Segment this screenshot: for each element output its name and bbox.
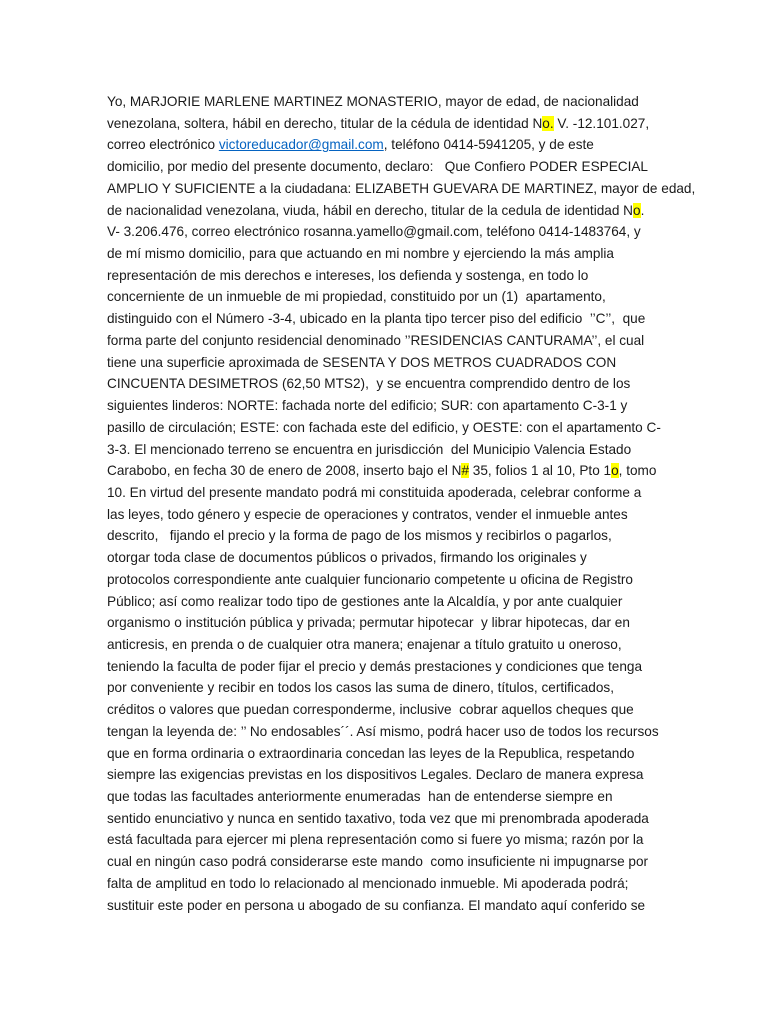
text-run: V. -12.101.027, xyxy=(553,115,650,131)
text-run: venezolana, soltera, hábil en derecho, titular de la cédula de identidad N xyxy=(107,115,543,131)
text-line xyxy=(107,851,667,873)
text-line xyxy=(107,656,667,678)
text-run: sentido enunciativo y nunca en sentido taxativo, toda vez que mi prenombrada apoderada xyxy=(107,810,649,826)
text-run: correo electrónico xyxy=(107,137,219,153)
text-line xyxy=(107,91,667,113)
text-line xyxy=(107,265,667,287)
text-run: CINCUENTA DESIMETROS (62,50 MTS2), y se encuentra comprendido dentro de los xyxy=(107,376,631,392)
text-line xyxy=(107,525,667,547)
text-line xyxy=(107,829,667,851)
text-run: protocolos correspondiente ante cualquier funcionario competente u oficina de Registro xyxy=(107,571,633,587)
text-run: teniendo la faculta de poder fijar el precio y demás prestaciones y condiciones que tenga xyxy=(107,658,643,674)
text-line xyxy=(107,612,667,634)
text-run: AMPLIO Y SUFICIENTE a la ciudadana: ELIZABETH GUEVARA DE MARTINEZ, mayor de edad, xyxy=(107,180,696,196)
text-run: está facultada para ejercer mi plena representación como si fuere yo misma; razón por la xyxy=(107,832,644,848)
text-run: organismo o institución pública y privada; permutar hipotecar y librar hipotecas, dar en xyxy=(107,615,630,631)
text-line xyxy=(107,721,667,743)
highlighted-text: o xyxy=(611,463,619,479)
text-run: 10. En virtud del presente mandato podrá mi constituida apoderada, celebrar conforme a xyxy=(107,484,642,500)
text-run: que en forma ordinaria o extraordinaria concedan las leyes de la Republica, respetando xyxy=(107,745,635,761)
text-run: Carabobo, en fecha 30 de enero de 2008, inserto bajo el N xyxy=(107,463,462,479)
text-line xyxy=(107,286,667,308)
text-line xyxy=(107,134,667,156)
highlighted-text: o xyxy=(633,202,641,218)
text-run: cual en ningún caso podrá considerarse este mando como insuficiente ni impugnarse por xyxy=(107,854,649,870)
text-run: , tomo xyxy=(618,463,657,479)
text-run: otorgar toda clase de documentos públicos o privados, firmando los originales y xyxy=(107,550,587,566)
document-body xyxy=(107,91,696,916)
text-line xyxy=(107,395,667,417)
text-run: siempre las exigencias previstas en los dispositivos Legales. Declaro de manera expresa xyxy=(107,767,644,783)
text-line xyxy=(107,699,667,721)
text-run: 35, folios 1 al 10, Pto 1 xyxy=(469,463,612,479)
text-run: tiene una superficie aproximada de SESENTA Y DOS METROS CUADRADOS CON xyxy=(107,354,617,370)
text-line xyxy=(107,308,667,330)
text-run: las leyes, todo género y especie de operaciones y contratos, vender el inmueble antes xyxy=(107,506,628,522)
text-line xyxy=(107,808,667,830)
text-run: falta de amplitud en todo lo relacionado al mencionado inmueble. Mi apoderada podrá; xyxy=(107,875,629,891)
text-run: concerniente de un inmueble de mi propiedad, constituido por un (1) apartamento, xyxy=(107,289,606,305)
text-line xyxy=(107,417,667,439)
text-run: tengan la leyenda de: ’’ No endosables´´. Así mismo, podrá hacer uso de todos los recursos xyxy=(107,723,659,739)
text-line xyxy=(107,373,667,395)
text-line xyxy=(107,873,667,895)
text-line xyxy=(107,352,667,374)
text-run: por conveniente y recibir en todos los casos las suma de dinero, títulos, certificados, xyxy=(107,680,615,696)
text-line xyxy=(107,764,667,786)
text-run: V- 3.206.476, correo electrónico rosanna.yamello@gmail.com, teléfono 0414-1483764, y xyxy=(107,224,641,240)
text-run: , teléfono 0414-5941205, y de este xyxy=(383,137,594,153)
text-line xyxy=(107,634,667,656)
text-run: . xyxy=(640,202,645,218)
text-run: Yo, MARJORIE MARLENE MARTINEZ MONASTERIO, mayor de edad, de nacionalidad xyxy=(107,94,639,109)
text-line xyxy=(107,677,667,699)
text-line xyxy=(107,221,667,243)
text-run: pasillo de circulación; ESTE: con fachada este del edificio, y OESTE: con el apartamento C- xyxy=(107,419,661,435)
text-run: anticresis, en prenda o de cualquier otra manera; enajenar a título gratuito u oneroso, xyxy=(107,636,622,652)
text-line xyxy=(107,200,667,222)
text-run: créditos o valores que puedan corresponderme, inclusive cobrar aquellos cheques que xyxy=(107,702,634,718)
text-line xyxy=(107,113,667,135)
text-line xyxy=(107,569,667,591)
text-run: Público; así como realizar todo tipo de gestiones ante la Alcaldía, y por ante cualquier xyxy=(107,593,623,609)
text-run: distinguido con el Número -3-4, ubicado en la planta tipo tercer piso del edificio ’’C’’, que xyxy=(107,311,646,327)
text-run: 3-3. El mencionado terreno se encuentra en jurisdicción del Municipio Valencia Estado xyxy=(107,441,632,457)
text-run: representación de mis derechos e intereses, los defienda y sostenga, en todo lo xyxy=(107,267,589,283)
highlighted-text: o. xyxy=(542,115,554,131)
text-line xyxy=(107,547,667,569)
text-run: domicilio, por medio del presente documento, declaro: Que Confiero PODER ESPECIAL xyxy=(107,159,648,175)
text-run: forma parte del conjunto residencial denominado ’’RESIDENCIAS CANTURAMA’’, el cual xyxy=(107,332,645,348)
text-run: de mí mismo domicilio, para que actuando en mi nombre y ejerciendo la más amplia xyxy=(107,246,614,262)
text-line xyxy=(107,504,667,526)
text-run: sustituir este poder en persona u abogado de su confianza. El mandato aquí conferido se xyxy=(107,897,646,913)
text-line xyxy=(107,156,667,178)
text-run: siguientes linderos: NORTE: fachada norte del edificio; SUR: con apartamento C-3-1 y xyxy=(107,398,628,414)
text-run: descrito, fijando el precio y la forma de pago de los mismos y recibirlos o pagarlos, xyxy=(107,528,612,544)
text-line xyxy=(107,743,667,765)
text-line xyxy=(107,591,667,613)
highlighted-text: # xyxy=(461,463,470,479)
text-line xyxy=(107,482,667,504)
text-line xyxy=(107,786,667,808)
text-line xyxy=(107,330,667,352)
text-line xyxy=(107,178,696,200)
text-run: de nacionalidad venezolana, viuda, hábil en derecho, titular de la cedula de identidad N xyxy=(107,202,634,218)
text-line xyxy=(107,895,667,917)
email-link[interactable]: victoreducador@gmail.com xyxy=(218,137,384,153)
text-line xyxy=(107,460,667,482)
text-line xyxy=(107,243,667,265)
text-line xyxy=(107,439,667,461)
text-run: que todas las facultades anteriormente enumeradas han de entenderse siempre en xyxy=(107,789,613,804)
